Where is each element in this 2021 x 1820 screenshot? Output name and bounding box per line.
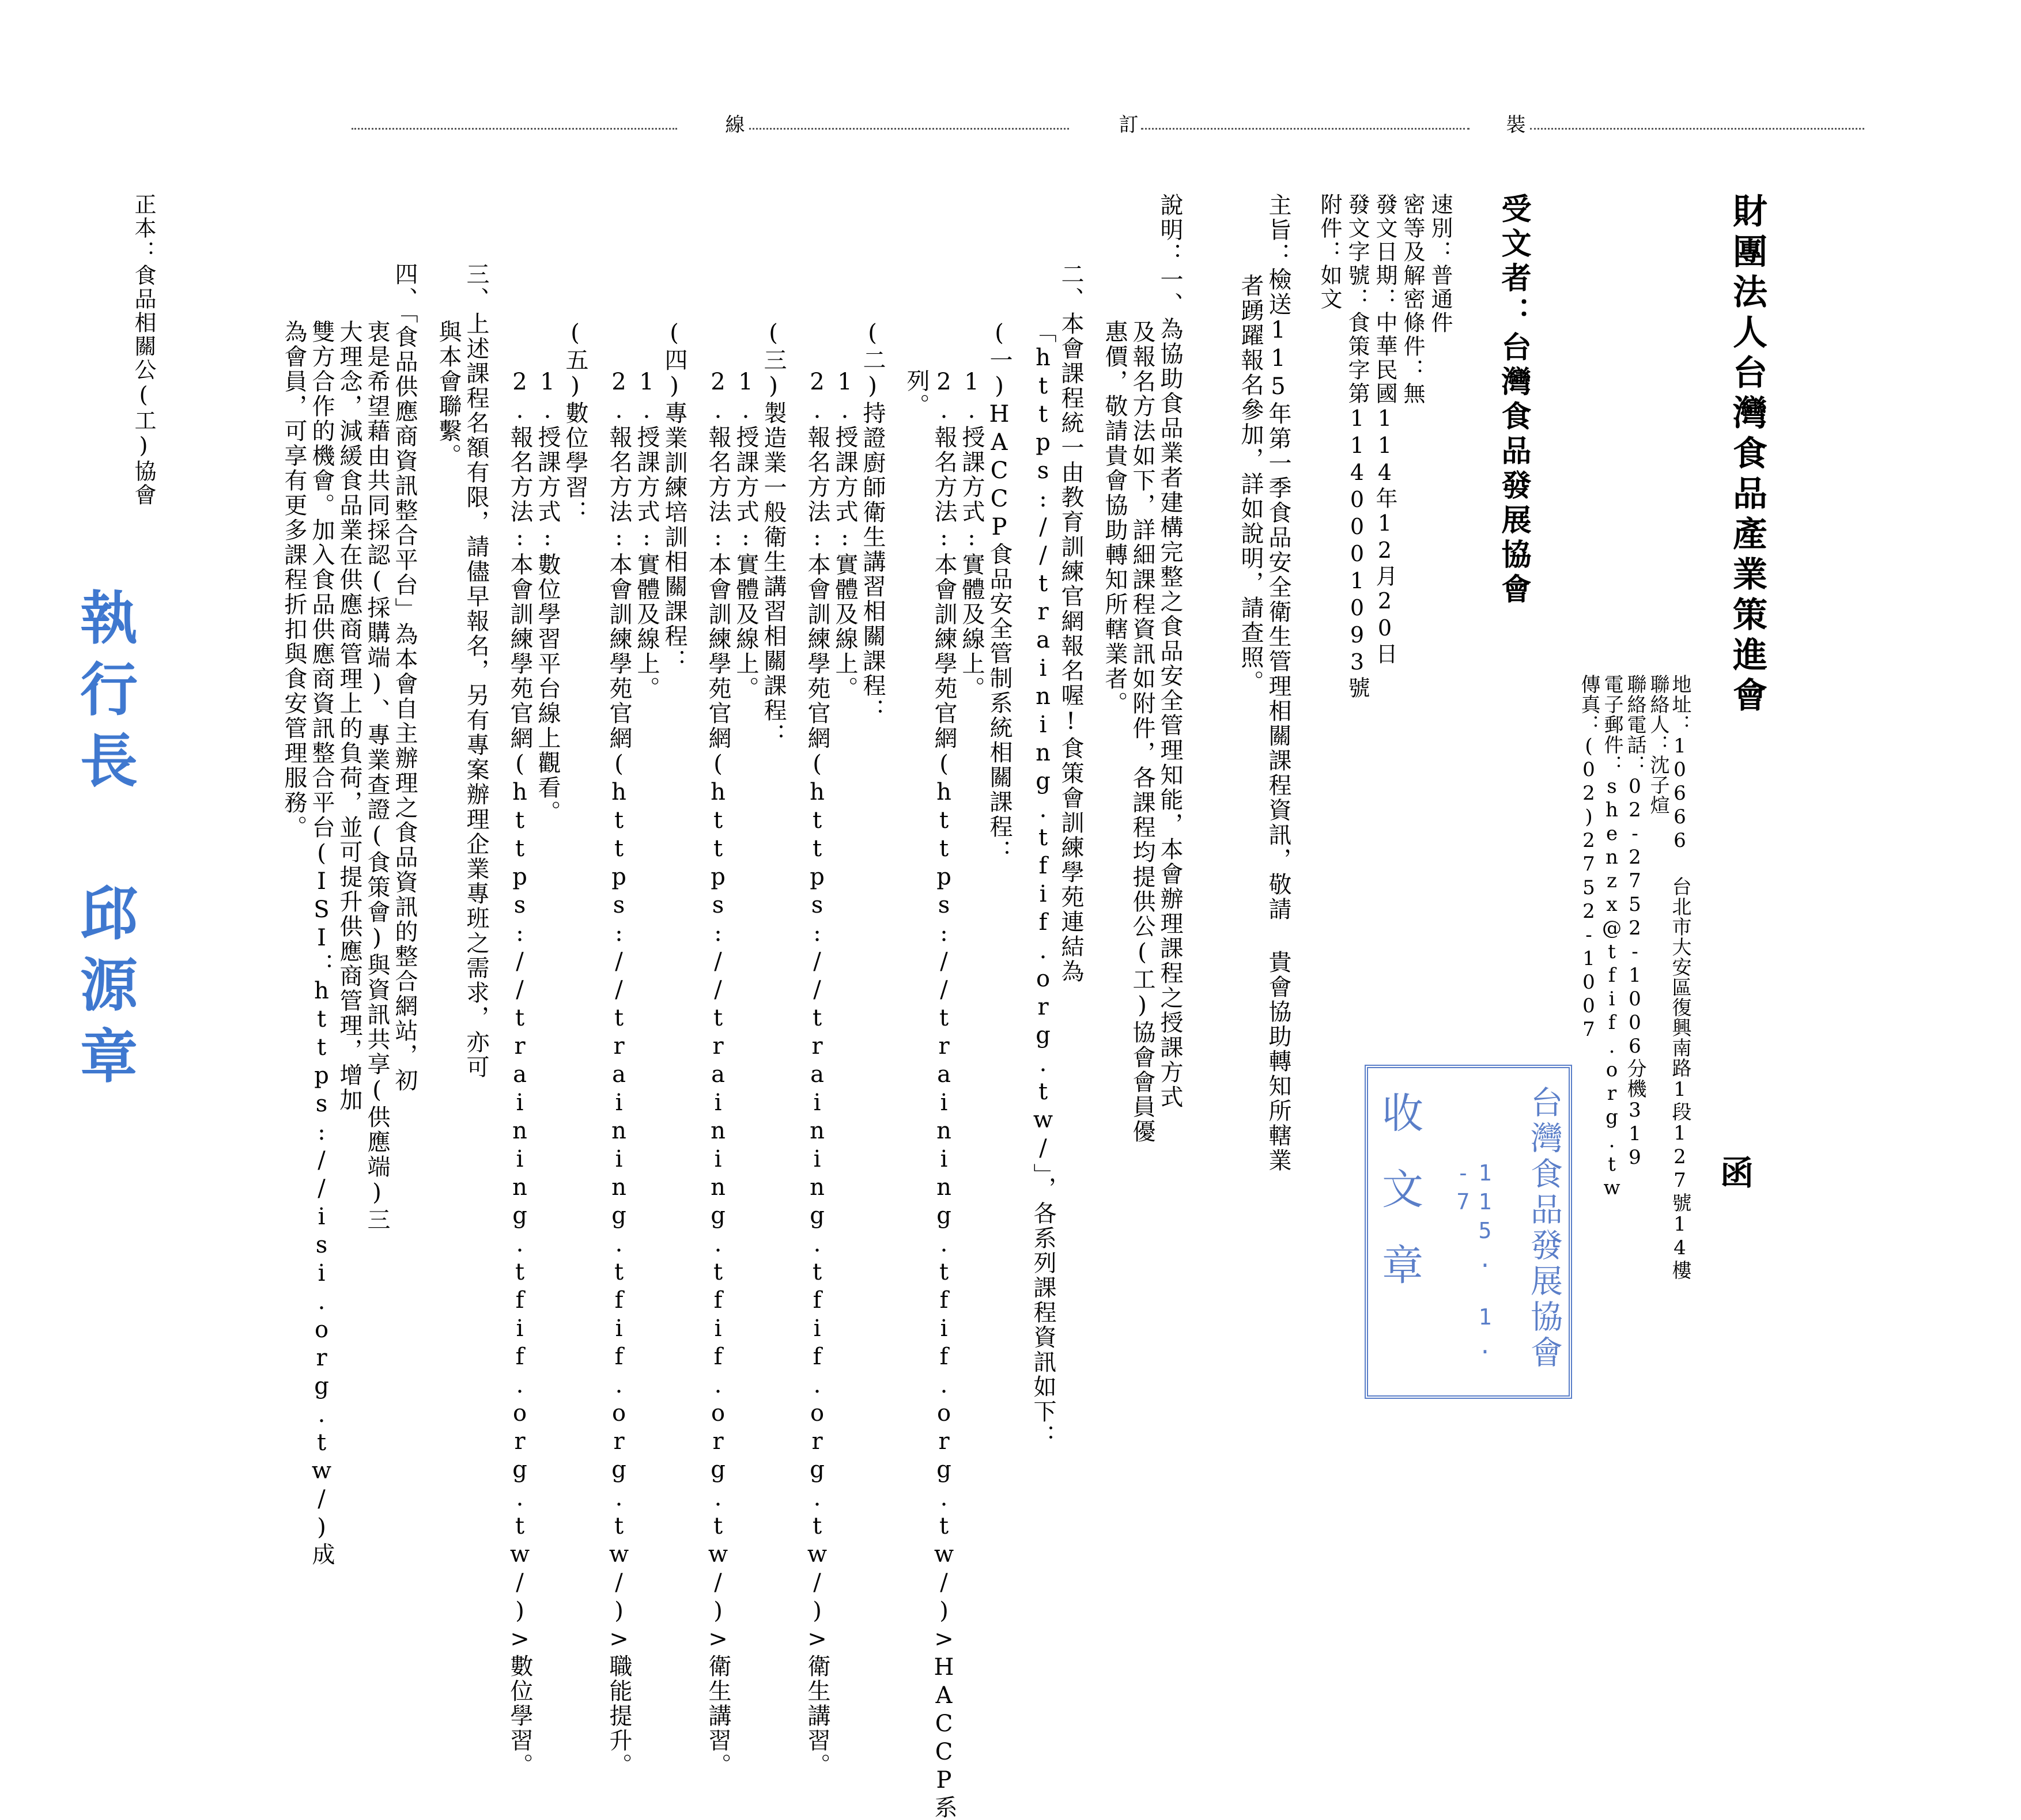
meta-number: 發文字號：食策字第1140001093號: [1344, 193, 1370, 700]
receipt-stamp-word: 收文章: [1375, 1091, 1423, 1319]
executive-signature-seal: 執行長 邱源章: [70, 588, 138, 1098]
body-line: 衷是希望藉由共同採認(採購端)、專業查證(食策會)與資訊共享(供應端)三: [364, 320, 390, 1232]
contact-email: 電子郵件：shenzx@tfif.org.tw: [1600, 674, 1623, 1200]
recipient: 受文者：台灣食品發展協會: [1496, 193, 1531, 608]
receipt-stamp: [1365, 1065, 1572, 1399]
body-line: (一)HACCP食品安全管制系統相關課程：: [986, 320, 1013, 864]
subject-line: 者踴躍報名參加，詳如說明，請查照。: [1237, 274, 1264, 695]
body-line: 惠價，敬請貴會協助轉知所轄業者。: [1101, 320, 1128, 716]
binding-dotted-line: [1530, 128, 1864, 130]
body-line: 2.報名方法:本會訓練學苑官網(https://training.tfif.org.tw/)>衛生講習。: [804, 369, 830, 1778]
org-address: 地址：10666 台北市大安區復興南路1段127號14樓: [1668, 674, 1691, 1280]
document-type: 函: [1714, 1155, 1754, 1190]
meta-attachment: 附件：如文: [1317, 193, 1342, 311]
body-line: 及報名方法如下，詳細課程資訊如附件，各課程均提供公(工)協會會員優: [1129, 320, 1155, 1144]
body-line: (二)持證廚師衛生講習相關課程：: [859, 320, 886, 723]
body-line: 1.授課方式:實體及線上。: [832, 369, 858, 701]
binding-mark-zhuang: 裝: [1502, 114, 1525, 134]
body-line: 四、「食品供應商資訊整合平台」為本會自主辦理之食品資訊的整合網站，初: [391, 262, 418, 1093]
body-line: 1.授課方式:實體及線上。: [633, 369, 660, 701]
body-line: 1.授課方式:實體及線上。: [958, 369, 985, 701]
body-line: 雙方合作的機會。加入食品供應商資訊整合平台(ISI：https://isi.org.tw/)成: [308, 320, 335, 1567]
body-line: 2.報名方法:本會訓練學苑官網(https://training.tfif.org.tw/)>衛生講習。: [705, 369, 731, 1778]
body-line: 2.報名方法:本會訓練學苑官網(https://training.tfif.org.tw/)>職能提升。: [606, 369, 632, 1778]
binding-mark-xian: 線: [721, 114, 745, 134]
issuing-organization: 財團法人台灣食品產業策進會: [1727, 193, 1767, 717]
contact-phone: 聯絡電話：02-2752-1006分機319: [1623, 674, 1646, 1170]
contact-person: 聯絡人：沈子煊: [1646, 674, 1669, 815]
body-line: (五)數位學習：: [562, 320, 588, 525]
receipt-stamp-date: 115. 1. -7: [1450, 1160, 1498, 1362]
body-line: 二、本會課程統一由教育訓練官網報名喔!食策會訓練學苑連結為: [1057, 262, 1084, 984]
body-line: 說明：一、為協助食品業者建構完整之食品安全管理知能，本會辦理課程之授課方式: [1157, 193, 1183, 1110]
binding-dotted-line: [1141, 128, 1470, 130]
body-line: 2.報名方法:本會訓練學苑官網(https://training.tfif.org.tw/)>數位學習。: [507, 369, 533, 1778]
subject-line: 主旨：檢送115年第一季食品安全衛生管理相關課程資訊，敬請 貴會協助轉知所轄業: [1265, 193, 1291, 1173]
body-line: 1.授課方式:數位學習平台線上觀看。: [534, 369, 561, 825]
meta-speed: 速別：普通件: [1427, 193, 1453, 335]
body-line: 與本會聯繫。: [435, 320, 462, 468]
body-line: 2.報名方法:本會訓練學苑官網(https://training.tfif.org.tw/)>HACCP系: [931, 369, 957, 1820]
body-line: (四)專業訓練培訓相關課程：: [661, 320, 687, 673]
binding-dotted-line: [352, 128, 677, 130]
receipt-stamp-org: 台灣食品發展協會: [1525, 1085, 1563, 1371]
contact-fax: 傳真：(02)2752-1007: [1577, 674, 1600, 1042]
body-line: 三、上述課程名額有限，請儘早報名，另有專案辦理企業專班之需求，亦可: [463, 262, 489, 1080]
original-copy-recipient: 正本：食品相關公(工)協會: [131, 193, 156, 507]
meta-secret: 密等及解密條件：無: [1400, 193, 1425, 406]
body-line: 「https://training.tfif.org.tw/」，各系列課程資訊如下：: [1030, 320, 1056, 1449]
body-line: (三)製造業一般衛生講習相關課程：: [760, 320, 787, 748]
body-line: 1.授課方式:實體及線上。: [732, 369, 759, 701]
binding-dotted-line: [749, 128, 1069, 130]
body-line: 大理念，減緩食品業在供應商管理上的負荷，並可提升供應商管理，增加: [336, 320, 362, 1113]
meta-date: 發文日期：中華民國114年12月20日: [1372, 193, 1397, 666]
binding-mark-ding: 訂: [1115, 114, 1138, 134]
body-line: 為會員，可享有更多課程折扣與食安管理服務。: [281, 320, 307, 840]
body-line: 列。: [903, 369, 930, 418]
